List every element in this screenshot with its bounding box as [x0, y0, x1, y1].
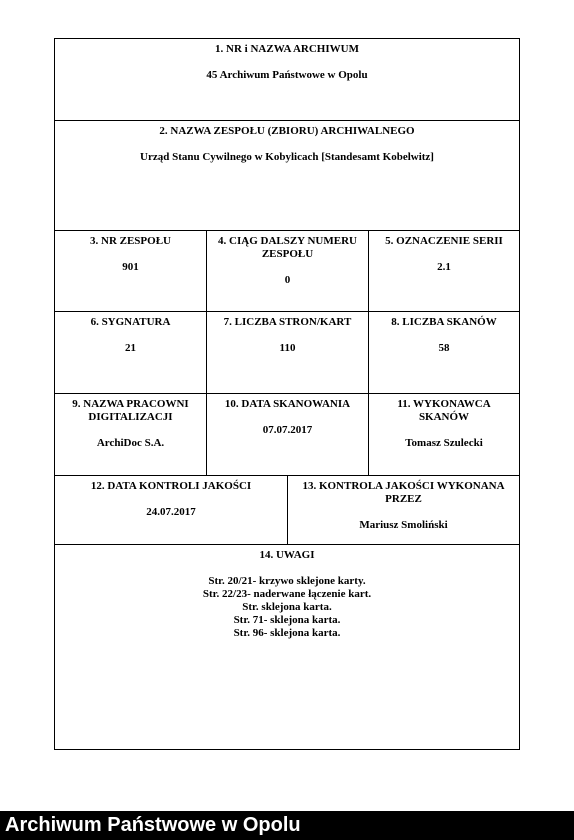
remarks-list: [61, 575, 513, 640]
qc-by-label: 13. KONTROLA JAKOŚCI WYKONANA PRZEZ: [302, 480, 505, 505]
row-quality-control: [55, 476, 519, 545]
cell-scan-date: [206, 394, 368, 475]
cell-remarks: [55, 545, 519, 749]
scan-date-value: 07.07.2017: [262, 424, 313, 436]
cell-qc-by: [287, 476, 519, 544]
remark-line: Str. 96- sklejona karta.: [233, 627, 341, 639]
metadata-card: [54, 38, 520, 750]
archive-footer-banner: Archiwum Państwowe w Opolu: [0, 811, 574, 840]
archive-value: 45 Archiwum Państwowe w Opolu: [206, 69, 368, 81]
row-fonds-name: [55, 121, 519, 231]
row-remarks: [55, 545, 519, 749]
cell-archive: [55, 39, 519, 120]
fonds-no-value: 901: [122, 261, 139, 273]
cell-series: [368, 231, 519, 311]
signature-value: 21: [125, 342, 136, 354]
remark-line: Str. 71- sklejona karta.: [233, 614, 341, 626]
row-counts: [55, 312, 519, 394]
scanner-value: Tomasz Szulecki: [405, 437, 483, 449]
remarks-label: 14. UWAGI: [259, 549, 315, 561]
cell-scans: [368, 312, 519, 393]
cell-signature: [55, 312, 206, 393]
remark-line: Str. 20/21- krzywo sklejone karty.: [208, 575, 366, 587]
remark-line: Str. sklejona karta.: [242, 601, 332, 613]
scans-label: 8. LICZBA SKANÓW: [391, 316, 497, 328]
studio-value: ArchiDoc S.A.: [96, 437, 165, 449]
series-value: 2.1: [437, 261, 451, 273]
continuation-label: 4. CIĄG DALSZY NUMERU ZESPOŁU: [218, 235, 357, 260]
cell-studio: [55, 394, 206, 475]
qc-by-value: Mariusz Smoliński: [359, 519, 448, 531]
row-fonds-number: [55, 231, 519, 312]
row-digitization: [55, 394, 519, 476]
archive-label: 1. NR i NAZWA ARCHIWUM: [215, 43, 359, 55]
fonds-name-label: 2. NAZWA ZESPOŁU (ZBIORU) ARCHIWALNEGO: [159, 125, 415, 137]
series-label: 5. OZNACZENIE SERII: [385, 235, 503, 247]
scans-value: 58: [438, 342, 450, 354]
cell-fonds-no: [55, 231, 206, 311]
qc-date-value: 24.07.2017: [146, 506, 196, 518]
scanner-label: 11. WYKONAWCA SKANÓW: [397, 398, 491, 423]
studio-label: 9. NAZWA PRACOWNI DIGITALIZACJI: [72, 398, 189, 423]
row-archive: [55, 39, 519, 121]
signature-label: 6. SYGNATURA: [90, 316, 171, 328]
pages-label: 7. LICZBA STRON/KART: [223, 316, 352, 328]
cell-continuation: [206, 231, 368, 311]
continuation-value: 0: [284, 274, 291, 286]
scan-date-label: 10. DATA SKANOWANIA: [224, 398, 351, 410]
cell-pages: [206, 312, 368, 393]
cell-scanner: [368, 394, 519, 475]
pages-value: 110: [279, 342, 296, 354]
cell-fonds-name: [55, 121, 519, 230]
qc-date-label: 12. DATA KONTROLI JAKOŚCI: [90, 480, 252, 492]
fonds-no-label: 3. NR ZESPOŁU: [90, 235, 171, 247]
cell-qc-date: [55, 476, 287, 544]
remark-line: Str. 22/23- naderwane łączenie kart.: [202, 588, 372, 600]
fonds-name-value: Urząd Stanu Cywilnego w Kobylicach [Standesamt Kobelwitz]: [140, 151, 434, 163]
